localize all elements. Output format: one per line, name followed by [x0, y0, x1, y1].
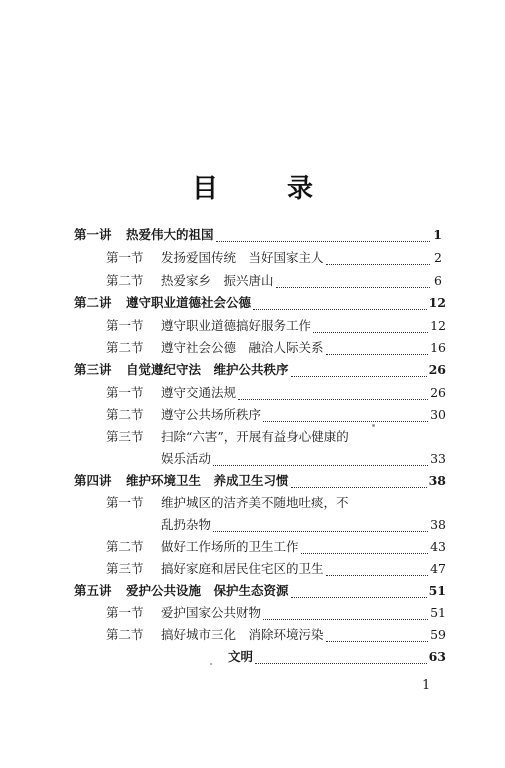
toc-text: 发扬爱国传统 当好国家主人: [161, 250, 324, 265]
dot-leader: [326, 632, 429, 642]
toc-page-number: 26: [430, 385, 446, 400]
toc-section: [106, 428, 446, 446]
toc-label: 第一节: [106, 318, 144, 333]
toc-chapter: [74, 226, 442, 244]
toc-page-number: 33: [430, 451, 446, 466]
toc-section: [106, 406, 446, 424]
toc-chapter: [74, 472, 446, 490]
toc-text: 自觉遵纪守法 维护公共秩序: [126, 362, 289, 377]
toc-page-number: 6: [434, 273, 442, 288]
toc-continuation: [161, 516, 446, 534]
toc-chapter: [74, 294, 446, 312]
toc-page-number: 51: [430, 605, 446, 620]
toc-text: 爱护公共设施 保护生态资源: [126, 583, 289, 598]
toc-section: [106, 560, 446, 578]
toc-text: 文明: [228, 649, 254, 664]
toc-section: [106, 626, 446, 644]
toc-label: 第二节: [106, 627, 144, 642]
toc-page-number: 26: [428, 362, 446, 377]
toc-section: [106, 272, 442, 290]
dot-leader: [263, 610, 428, 620]
toc-page-number: 59: [430, 627, 446, 642]
toc-label: 第一节: [106, 385, 144, 400]
dot-leader: [213, 456, 428, 466]
dot-leader: [291, 478, 427, 488]
toc-label: 第一节: [106, 605, 144, 620]
toc-page-number: 2: [434, 250, 442, 265]
dot-leader: [326, 345, 429, 355]
toc-page-number: 12: [430, 318, 446, 333]
toc-chapter: [74, 582, 446, 600]
toc-label: 第四讲: [74, 473, 112, 488]
toc-chapter: [74, 361, 446, 379]
page-title: 目 录: [191, 174, 344, 204]
dot-leader: [263, 412, 428, 422]
toc-label: 第二节: [106, 407, 144, 422]
toc-label: 第三节: [106, 561, 144, 576]
toc-section: [106, 339, 446, 357]
dot-leader: [276, 278, 430, 288]
toc-label: 第五讲: [74, 583, 112, 598]
toc-label: 第一节: [106, 250, 144, 265]
toc-section: [106, 494, 446, 512]
toc-text: 爱护国家公共财物: [161, 605, 262, 620]
toc-chapter: [228, 648, 446, 666]
page-number: 1: [422, 678, 431, 693]
toc-text: 维护城区的洁齐美不随地吐痰，不: [161, 495, 349, 510]
toc-label: 第三节: [106, 429, 144, 444]
toc-section: [106, 604, 446, 622]
toc-page-number: 12: [428, 295, 446, 310]
toc-text: 热爱家乡 振兴唐山: [161, 273, 274, 288]
dot-leader: [291, 367, 427, 377]
dot-leader: [291, 588, 427, 598]
toc-section: [106, 249, 442, 267]
toc-label: 第一讲: [74, 227, 112, 242]
toc-text: 遵守职业道德搞好服务工作: [161, 318, 312, 333]
toc-label: 第二节: [106, 273, 144, 288]
toc-section: [106, 538, 446, 556]
toc-page-number: 38: [430, 517, 446, 532]
dot-leader: [255, 654, 427, 664]
dot-leader: [213, 522, 428, 532]
dot-leader: [326, 255, 430, 265]
toc-page-number: 47: [430, 561, 446, 576]
toc-page-number: 30: [430, 407, 446, 422]
toc-continuation: [161, 450, 446, 468]
toc-text: 做好工作场所的卫生工作: [161, 539, 299, 554]
toc-label: 第二节: [106, 340, 144, 355]
toc-label: 第三讲: [74, 362, 112, 377]
dot-leader: [216, 232, 430, 242]
toc-label: 第二讲: [74, 295, 112, 310]
toc-text: 遵守公共场所秩序: [161, 407, 262, 422]
toc-label: 第二节: [106, 539, 144, 554]
toc-page-number: 63: [428, 649, 446, 664]
toc-text: 搞好家庭和居民住宅区的卫生: [161, 561, 324, 576]
toc-text: 遵守职业道德社会公德: [126, 295, 252, 310]
toc-page-number: 16: [430, 340, 446, 355]
scan-speck: [372, 424, 375, 427]
toc-text: 扫除“六害”，开展有益身心健康的: [161, 429, 349, 444]
toc-section: [106, 317, 446, 335]
dot-leader: [238, 390, 428, 400]
toc-page-number: 43: [430, 539, 446, 554]
toc-label: 第一节: [106, 495, 144, 510]
scan-speck: [210, 663, 212, 665]
dot-leader: [301, 544, 429, 554]
toc-section: [106, 384, 446, 402]
toc-text: 遵守交通法规: [161, 385, 237, 400]
toc-page-number: 51: [428, 583, 446, 598]
dot-leader: [313, 323, 428, 333]
toc-text: 热爱伟大的祖国: [126, 227, 214, 242]
toc-text: 搞好城市三化 消除环境污染: [161, 627, 324, 642]
toc-page-number: 1: [433, 227, 442, 242]
toc-text: 乱扔杂物: [161, 517, 212, 532]
dot-leader: [253, 300, 427, 310]
toc-text: 遵守社会公德 融洽人际关系: [161, 340, 324, 355]
toc-page-number: 38: [428, 473, 446, 488]
toc-text: 维护环境卫生 养成卫生习惯: [126, 473, 289, 488]
toc-text: 娱乐活动: [161, 451, 212, 466]
dot-leader: [326, 566, 429, 576]
